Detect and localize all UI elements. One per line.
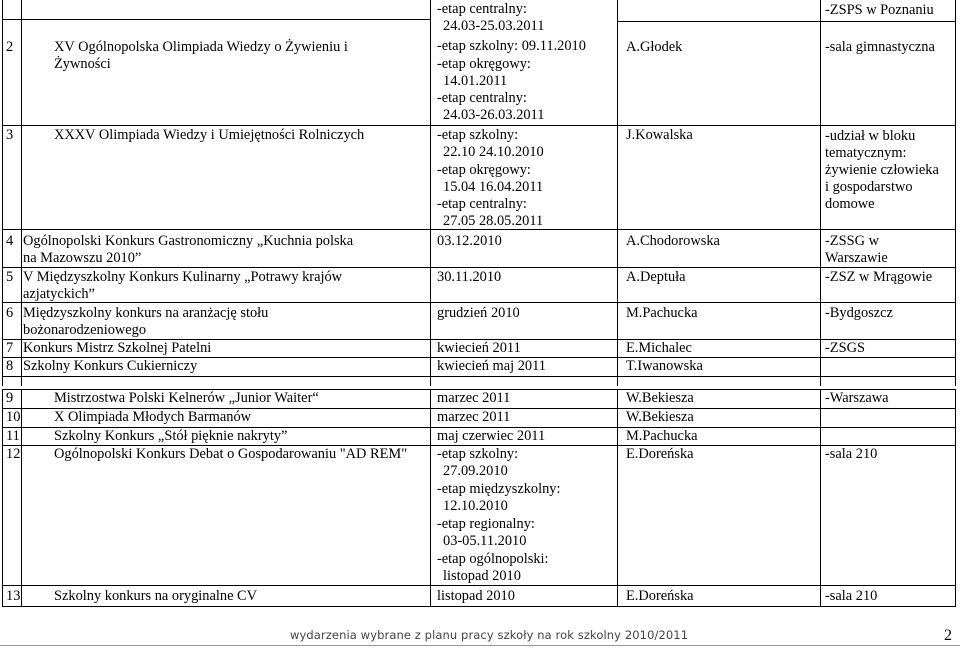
date-line: 15.04 16.04.2011 xyxy=(443,179,544,195)
date-line: 24.03-25.03.2011 xyxy=(443,18,545,34)
event-name-line: Międzyszkolny konkurs na aranżację stołu xyxy=(23,305,269,321)
date-line: 03.12.2010 xyxy=(437,233,502,249)
date-line: 12.10.2010 xyxy=(443,498,508,514)
responsible-person: M.Pachucka xyxy=(626,428,698,444)
event-name-line: azjatyckich” xyxy=(23,286,95,302)
date-line: -etap szkolny: xyxy=(437,127,519,143)
date-line: 24.03-26.03.2011 xyxy=(443,107,545,123)
row-number: 12 xyxy=(6,446,21,462)
responsible-person: A.Głodek xyxy=(626,39,683,55)
date-line: grudzień 2010 xyxy=(437,305,520,321)
date-line: 03-05.11.2010 xyxy=(443,533,527,549)
date-line: listopad 2010 xyxy=(443,568,521,584)
place-line: -Warszawa xyxy=(825,390,889,406)
place-line: domowe xyxy=(825,196,875,212)
date-line: -etap okręgowy: xyxy=(437,56,531,72)
date-line: -etap szkolny: xyxy=(437,446,519,462)
date-line: -etap centralny: xyxy=(437,1,527,17)
responsible-person: W.Bekiesza xyxy=(626,409,694,425)
date-line: -etap centralny: xyxy=(437,90,527,106)
responsible-person: A.Deptuła xyxy=(626,269,686,285)
date-line: 27.09.2010 xyxy=(443,463,508,479)
row-number: 2 xyxy=(6,39,14,55)
place-line: i gospodarstwo xyxy=(825,179,913,195)
row-number: 9 xyxy=(6,390,14,406)
date-line: maj czerwiec 2011 xyxy=(437,428,546,444)
row-number: 7 xyxy=(6,340,14,356)
row-number: 3 xyxy=(6,127,14,143)
row-number: 4 xyxy=(6,233,14,249)
place-line: żywienie człowieka xyxy=(825,162,939,178)
date-line: marzec 2011 xyxy=(437,390,511,406)
date-line: 27.05 28.05.2011 xyxy=(443,213,544,229)
date-line: -etap centralny: xyxy=(437,196,527,212)
date-line: -etap ogólnopolski: xyxy=(437,551,549,567)
row-number: 8 xyxy=(6,358,14,374)
event-name-line: Żywności xyxy=(54,56,111,72)
date-line: kwiecień 2011 xyxy=(437,340,521,356)
responsible-person: E.Michalec xyxy=(626,340,692,356)
place-line: -ZSPS w Poznaniu xyxy=(825,2,934,18)
date-line: marzec 2011 xyxy=(437,409,511,425)
page-footer: wydarzenia wybrane z planu pracy szkoły na rok szkolny 2010/2011 xyxy=(290,628,689,642)
place-line: -ZSGS xyxy=(825,340,865,356)
place-line: -sala gimnastyczna xyxy=(825,39,935,55)
date-line: kwiecień maj 2011 xyxy=(437,358,546,374)
event-name-line: XV Ogólnopolska Olimpiada Wiedzy o Żywieniu i xyxy=(54,39,348,55)
date-line: 30.11.2010 xyxy=(437,269,502,285)
event-name-line: Szkolny Konkurs Cukierniczy xyxy=(23,358,198,374)
date-line: 22.10 24.10.2010 xyxy=(443,144,544,160)
row-number: 11 xyxy=(6,428,20,444)
date-line: -etap szkolny: 09.11.2010 xyxy=(437,38,586,54)
event-name-line: Szkolny konkurs na oryginalne CV xyxy=(54,588,258,604)
responsible-person: E.Doreńska xyxy=(626,446,694,462)
footer-divider xyxy=(0,645,960,646)
date-line: 14.01.2011 xyxy=(443,73,508,89)
place-line: -ZSZ w Mrągowie xyxy=(825,269,933,285)
place-line: -sala 210 xyxy=(825,588,878,604)
event-name-line: Konkurs Mistrz Szkolnej Patelni xyxy=(23,340,212,356)
responsible-person: J.Kowalska xyxy=(626,127,693,143)
event-name-line: V Międzyszkolny Konkurs Kulinarny „Potrawy krajów xyxy=(23,269,343,285)
page-number: 2 xyxy=(944,627,952,644)
responsible-person: T.Iwanowska xyxy=(626,358,703,374)
row-number: 13 xyxy=(6,588,21,604)
date-line: -etap międzyszkolny: xyxy=(437,481,561,497)
event-name-line: X Olimpiada Młodych Barmanów xyxy=(54,409,252,425)
event-name-line: XXXV Olimpiada Wiedzy i Umiejętności Rolniczych xyxy=(54,127,365,143)
event-name-line: Mistrzostwa Polski Kelnerów „Junior Waiter“ xyxy=(54,390,319,406)
event-name-line: Ogólnopolski Konkurs Debat o Gospodarowaniu "AD REM" xyxy=(54,446,408,462)
place-line: -ZSSG w xyxy=(825,233,879,249)
event-name-line: Szkolny Konkurs „Stół pięknie nakryty” xyxy=(54,428,288,444)
responsible-person: W.Bekiesza xyxy=(626,390,694,406)
place-line: tematycznym: xyxy=(825,145,907,161)
place-line: -udział w bloku xyxy=(825,128,916,144)
place-line: -sala 210 xyxy=(825,446,878,462)
row-number: 6 xyxy=(6,305,14,321)
event-name-line: bożonarodzeniowego xyxy=(23,322,147,338)
responsible-person: E.Doreńska xyxy=(626,588,694,604)
row-number: 10 xyxy=(6,409,21,425)
row-number: 5 xyxy=(6,269,14,285)
responsible-person: A.Chodorowska xyxy=(626,233,720,249)
date-line: -etap okręgowy: xyxy=(437,162,531,178)
responsible-person: M.Pachucka xyxy=(626,305,698,321)
date-line: -etap regionalny: xyxy=(437,516,535,532)
event-name-line: Ogólnopolski Konkurs Gastronomiczny „Kuchnia polska xyxy=(23,233,354,249)
event-name-line: na Mazowszu 2010” xyxy=(23,250,142,266)
place-line: Warszawie xyxy=(825,250,888,266)
date-line: listopad 2010 xyxy=(437,588,515,604)
place-line: -Bydgoszcz xyxy=(825,305,893,321)
